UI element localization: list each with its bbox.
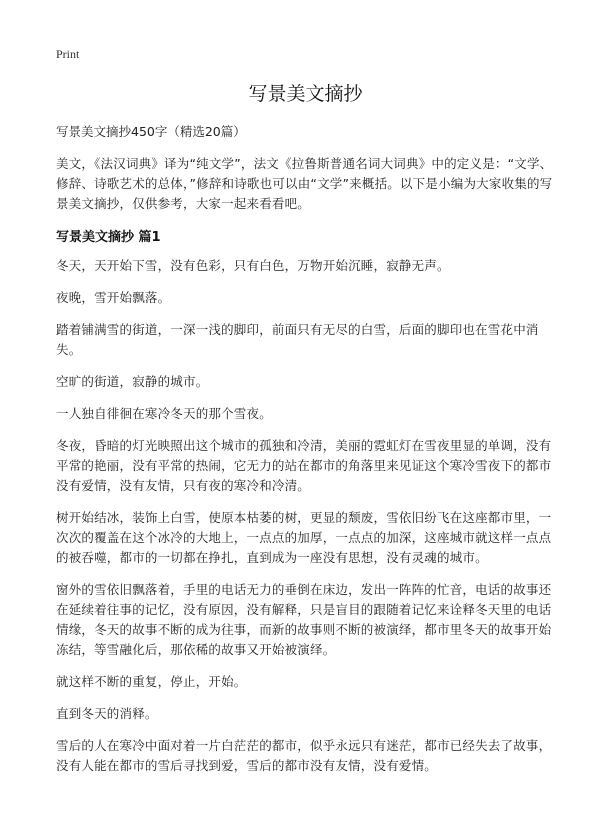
paragraph-9: 就这样不断的重复，停止，开始。 (56, 674, 247, 689)
paragraph-1: 冬天，天开始下雪，没有色彩，只有白色，万物开始沉睡，寂静无声。 (56, 258, 450, 273)
paragraph-6: 冬夜，昏暗的灯光映照出这个城市的孤独和冷清，美丽的霓虹灯在雪夜里显的单调，没有平常的艳丽，没有平常的热闹，它无力的站在都市的角落里来见证这个寒冷雪夜下的都市没有爱情，没有友情，只有夜的寒冷和冷清。 (56, 438, 552, 493)
paragraph-8: 窗外的雪依旧飘落着，手里的电话无力的垂倒在床边，发出一阵阵的忙音，电话的故事还在延续着往事的记忆，没有原因，没有解释，只是盲目的跟随着记忆来诠释冬天里的电话情缘，冬天的故事不断的成为往事，而新的故事则不断的被演绎，都市里冬天的故事开始冻结，等雪融化后，那依稀的故事又开始被演绎。 (56, 582, 552, 657)
paragraph-4: 空旷的街道，寂静的城市。 (56, 374, 209, 389)
paragraph-10: 直到冬天的消释。 (56, 706, 158, 721)
paragraph-7: 树开始结冰，装饰上白雪，使原本枯萎的树，更显的颓废，雪依旧纷飞在这座都市里，一次次的覆盖在这个冰冷的大地上，一点点的加厚，一点点的加深，这座城市就这样一点点的被吞噬，都市的一切都在挣扎，直到成为一座没有思想，没有灵魂的城市。 (56, 510, 552, 565)
paragraph-2: 夜晚，雪开始飘落。 (56, 290, 171, 305)
intro-paragraph: 美文，《法汉词典》译为“纯文学”，法文《拉鲁斯普通名词大词典》中的定义是：“文学、修辞、诗歌艺术的总体，”修辞和诗歌也可以由“文学”来概括。以下是小编为大家收集的写景美文摘抄，仅供参考，大家一起来看看吧。 (56, 156, 553, 211)
subtitle: 写景美文摘抄450字（精选20篇） (56, 124, 246, 139)
paragraph-11: 雪后的人在寒冷中面对着一片白茫茫的都市，似乎永远只有迷茫，都市已经失去了故事，没有人能在都市的雪后寻找到爱，雪后的都市没有友情，没有爱情。 (56, 738, 552, 773)
paragraph-5: 一人独自徘徊在寒冷冬天的那个雪夜。 (56, 406, 272, 421)
section-heading: 写景美文摘抄 篇1 (56, 230, 161, 245)
paragraph-3: 踏着铺满雪的街道，一深一浅的脚印，前面只有无尽的白雪，后面的脚印也在雪花中消失。 (56, 322, 539, 357)
page-title: 写景美文摘抄 (248, 83, 363, 105)
print-link[interactable]: Print (56, 47, 80, 61)
